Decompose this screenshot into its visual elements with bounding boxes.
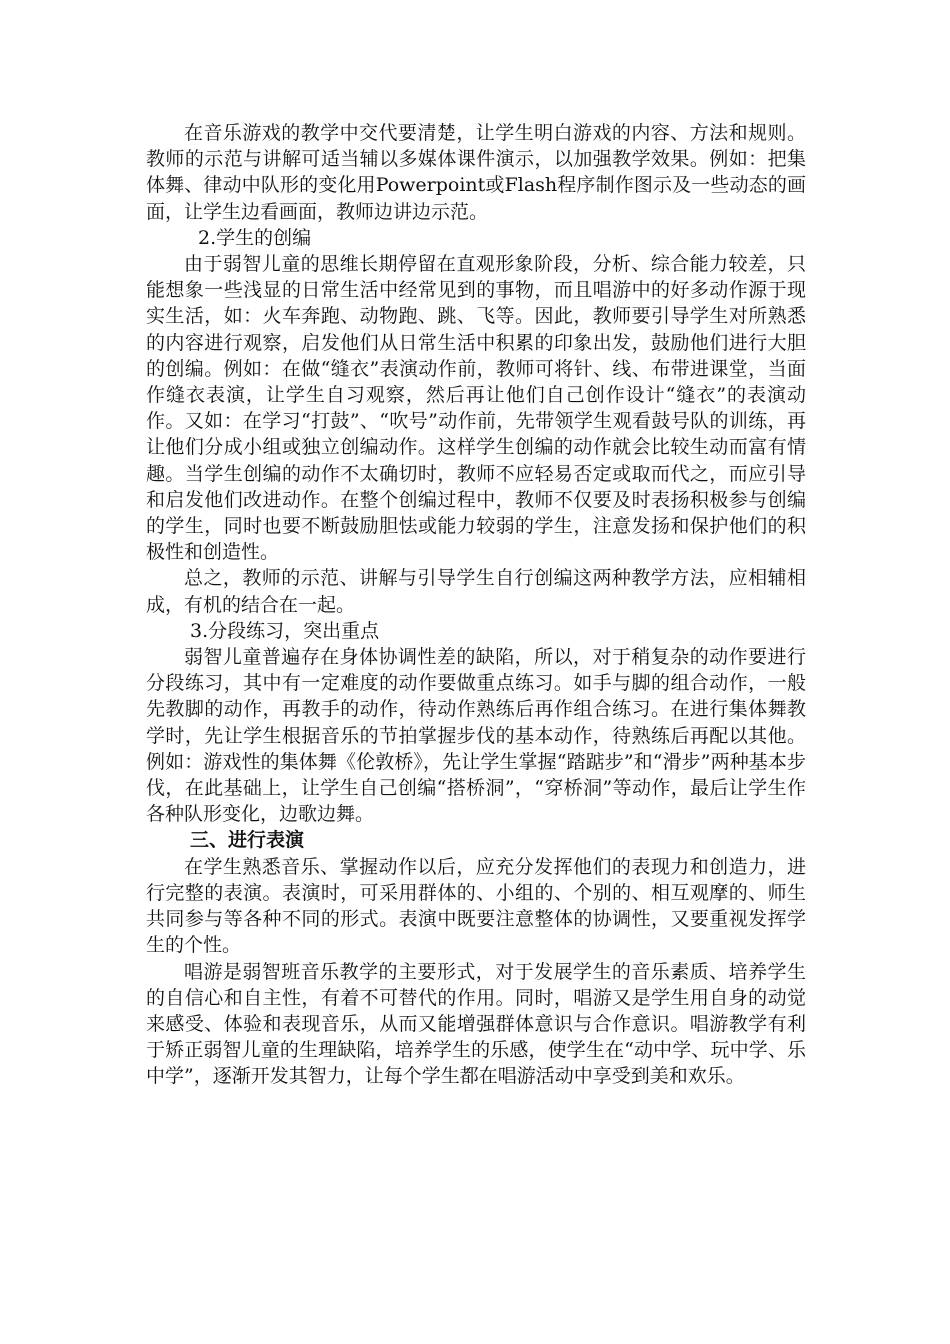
paragraph-conclusion: 唱游是弱智班音乐教学的主要形式，对于发展学生的音乐素质、培养学生的自信心和自主性，有着不可替代的作用。同时，唱游又是学生用自身的动觉来感受、体验和表现音乐，从而又能增强群体意识与合作意识。唱游教学有利于矫正弱智儿童的生理缺陷，培养学生的乐感，使学生在“动中学、玩中学、乐中学”，逐渐开发其智力，让每个学生都在唱游活动中享受到美和欢乐。 <box>146 960 806 1088</box>
paragraph-multimedia: 在音乐游戏的教学中交代要清楚，让学生明白游戏的内容、方法和规则。教师的示范与讲解可适当辅以多媒体课件演示，以加强教学效果。例如：把集体舞、律动中队形的变化用Powerpoint或Flash程序制作图示及一些动态的画面，让学生边看画面，教师边讲边示范。 <box>146 122 806 223</box>
subheading-student-creation: 2.学生的创编 <box>198 226 312 249</box>
paragraph-summary: 总之，教师的示范、讲解与引导学生自行创编这两种教学方法，应相辅相成，有机的结合在一起。 <box>146 567 806 616</box>
subheading-segmented-practice: 3.分段练习，突出重点 <box>190 619 380 642</box>
document-body <box>146 120 806 1090</box>
paragraph-creation: 由于弱智儿童的思维长期停留在直观形象阶段，分析、综合能力较差，只能想象一些浅显的日常生活中经常见到的事物，而且唱游中的好多动作源于现实生活，如：火车奔跑、动物跑、跳、飞等。因此，教师要引导学生对所熟悉的内容进行观察，启发他们从日常生活中积累的印象出发，鼓励他们进行大胆的创编。例如：在做“缝衣”表演动作前，教师可将针、线、布带进课堂，当面作缝衣表演，让学生自习观察，然后再让他们自己创作设计“缝衣”的表演动作。又如：在学习“打鼓”、“吹号”动作前，先带领学生观看鼓号队的训练，再让他们分成小组或独立创编动作。这样学生创编的动作就会比较生动而富有情趣。当学生创编的动作不太确切时，教师不应轻易否定或取而代之，而应引导和启发他们改进动作。在整个创编过程中，教师不仅要及时表扬积极参与创编的学生，同时也要不断鼓励胆怯或能力较弱的学生，注意发扬和保护他们的积极性和创造性。 <box>146 253 806 564</box>
paragraph-performance: 在学生熟悉音乐、掌握动作以后，应充分发挥他们的表现力和创造力，进行完整的表演。表演时，可采用群体的、小组的、个别的、相互观摩的、师生共同参与等各种不同的形式。表演中既要注意整体的协调性，又要重视发挥学生的个性。 <box>146 855 806 957</box>
section-heading-performance: 三、进行表演 <box>190 829 305 852</box>
paragraph-segmented-practice: 弱智儿童普遍存在身体协调性差的缺陷，所以，对于稍复杂的动作要进行分段练习，其中有一定难度的动作要做重点练习。如手与脚的组合动作，一般先教脚的动作，再教手的动作，待动作熟练后再作组合练习。在进行集体舞教学时，先让学生根据音乐的节拍掌握步伐的基本动作，待熟练后再配以其他。例如：游戏性的集体舞《伦敦桥》，先让学生掌握“踏踮步”和“滑步”两种基本步伐，在此基础上，让学生自己创编“搭桥洞”，“穿桥洞”等动作，最后让学生作各种队形变化，边歌边舞。 <box>146 646 806 826</box>
